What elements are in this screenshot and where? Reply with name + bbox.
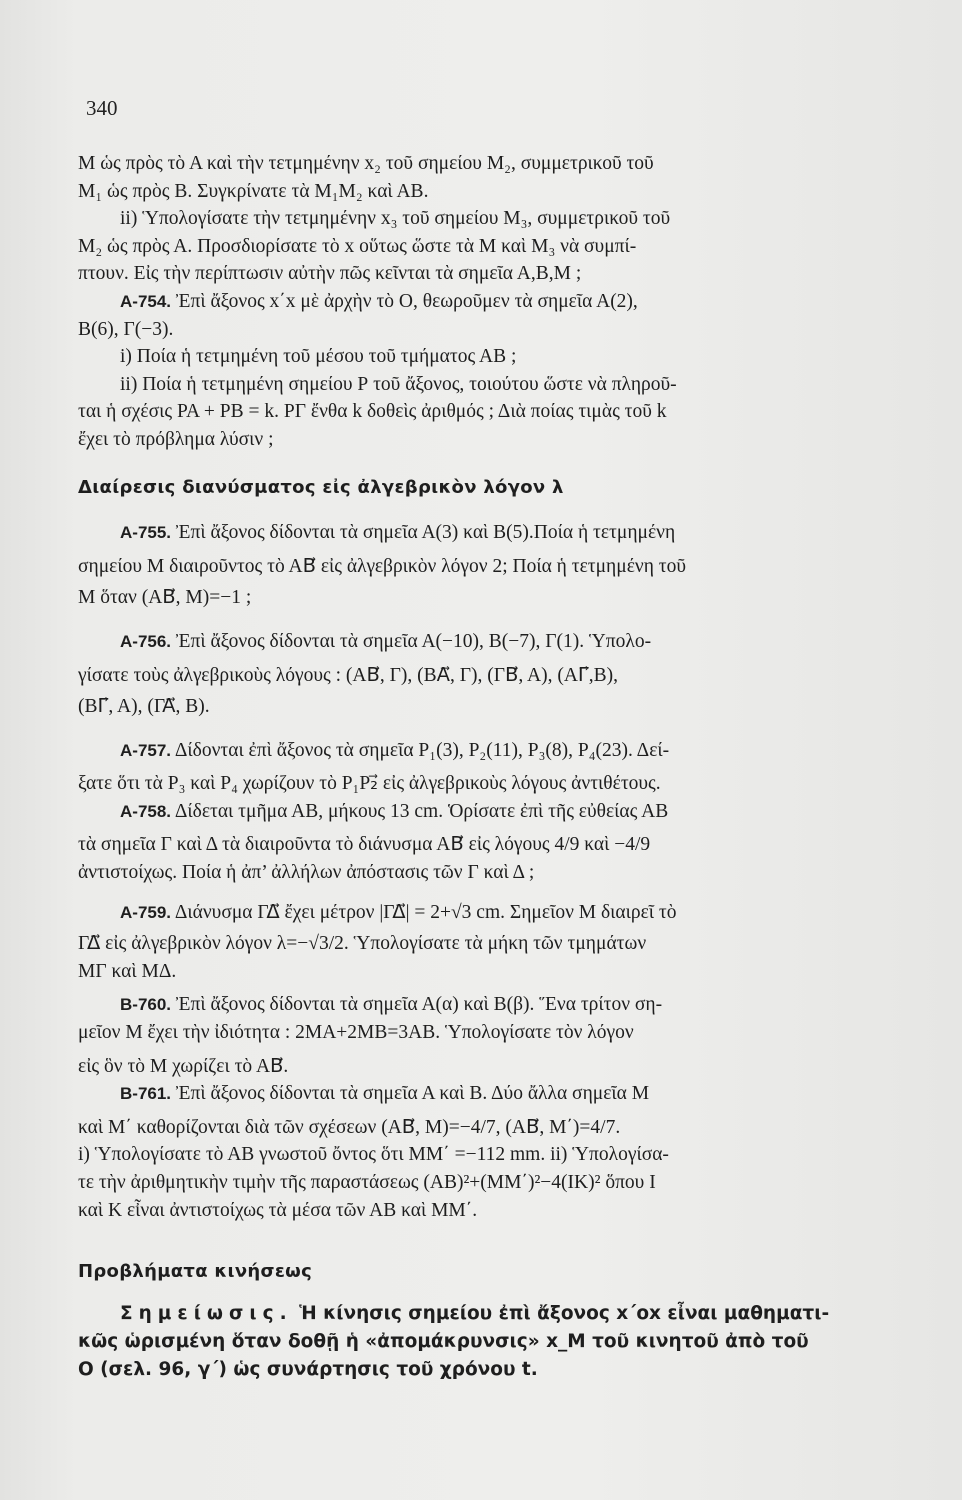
problem-755 [78,519,898,612]
text-line: ii) Ὑπολογίσατε τὴν τετμημένην x₃ τοῦ σημείου Μ₃, συμμετρικοῦ τοῦ [120,208,671,230]
text-line: Ἐπὶ ἄξονος δίδονται τὰ σημεῖα Α(α) καὶ Β(β). Ἕνα τρίτον ση- [175,994,663,1016]
text-line: σημείου Μ διαιροῦντος τὸ ΑΒ⃗ εἰς ἀλγεβρικὸν λόγον 2; Ποία ἡ τετμημένη τοῦ [78,555,687,577]
text-line: Ἐπὶ ἄξονος δίδονται τὰ σημεῖα Α καὶ Β. Δύο ἄλλα σημεῖα Μ [175,1083,650,1105]
text-line: ΜΓ καὶ ΜΔ. [78,960,177,982]
text-line: καὶ Μ΄ καθορίζονται διὰ τῶν σχέσεων (ΑΒ⃗, Μ)=−4/7, (ΑΒ⃗, Μ΄)=4/7. [78,1116,621,1138]
problem-label: Α-755. [120,523,172,543]
text-line: μεῖον Μ ἔχει τὴν ἰδιότητα : 2ΜΑ+2ΜΒ=3ΑΒ. Ὑπολογίσατε τὸν λόγον [78,1022,634,1044]
problem-label: Α-758. [120,801,172,821]
note-paragraph [78,1300,898,1384]
text-line: i) Ποία ἡ τετμημένη τοῦ μέσου τοῦ τμήματος ΑΒ ; [120,346,517,368]
text-line: ἔχει τὸ πρόβλημα λύσιν ; [78,428,274,450]
text-line: Μ₁ ὡς πρὸς Β. Συγκρίνατε τὰ Μ₁Μ₂ καὶ ΑΒ. [78,180,429,202]
text-line: ἀντιστοίχως. Ποία ἡ ἀπ’ ἀλλήλων ἀπόστασις τῶν Γ καὶ Δ ; [78,862,535,884]
text-line: Ο (σελ. 96, γ΄) ὡς συνάρτησις τοῦ χρόνου t. [78,1358,538,1380]
text-line: Μ₂ ὡς πρὸς Α. Προσδιορίσατε τὸ x οὕτως ὥστε τὰ Μ καὶ Μ₃ νὰ συμπί- [78,235,637,257]
problem-label: Β-761. [120,1084,172,1104]
problem-753-continuation [78,150,898,288]
text-line: Ἡ κίνησις σημείου ἐπὶ ἄξονος x΄οx εἶναι μαθηματι- [299,1302,830,1324]
page-body [78,150,898,1384]
text-line: τὰ σημεῖα Γ καὶ Δ τὰ διαιροῦντα τὸ διάνυσμα ΑΒ⃗ εἰς λόγους 4/9 καὶ −4/9 [78,834,651,856]
section-heading: Προβλήματα κινήσεως [78,1261,313,1283]
text-line: πτουν. Εἰς τὴν περίπτωσιν αὐτὴν πῶς κεῖνται τὰ σημεῖα Α,Β,Μ ; [78,263,582,285]
problem-label: Α-757. [120,740,172,760]
page-number: 340 [86,96,118,120]
text-line: ΓΔ⃗ εἰς ἀλγεβρικὸν λόγον λ=−√3/2. Ὑπολογίσατε τὰ μήκη τῶν τμημάτων [78,933,647,955]
problem-label: Α-754. [120,291,172,311]
text-line: καὶ Κ εἶναι ἀντιστοίχως τὰ μέσα τῶν ΑΒ καὶ ΜΜ΄. [78,1199,478,1221]
text-line: ξατε ὅτι τὰ Ρ₃ καὶ Ρ₄ χωρίζουν τὸ Ρ₁Ρ₂⃗ εἰς ἀλγεβρικοὺς λόγους ἀντιθέτους. [78,773,661,795]
text-line: ται ἡ σχέσις ΡΑ + ΡΒ = k. ΡΓ ἔνθα k δοθεὶς ἀριθμός ; Διὰ ποίας τιμὰς τοῦ k [78,401,667,423]
text-line: ii) Ποία ἡ τετμημένη σημείου Ρ τοῦ ἄξονος, τοιούτου ὥστε νὰ πληροῦ- [120,373,677,395]
text-line: γίσατε τοὺς ἀλγεβρικοὺς λόγους : (ΑΒ⃗, Γ), (ΒΑ⃗, Γ), (ΓΒ⃗, Α), (ΑΓ⃗,Β), [78,664,619,686]
problem-758 [78,798,898,887]
problem-label: Α-756. [120,631,172,651]
text-line: Δίδονται ἐπὶ ἄξονος τὰ σημεῖα Ρ₁(3), Ρ₂(11), Ρ₃(8), Ρ₄(23). Δεί- [174,739,670,761]
text-line: Ἐπὶ ἄξονος δίδονται τὰ σημεῖα Α(3) καὶ Β(5).Ποία ἡ τετμημένη [175,522,676,544]
problem-label: Β-760. [120,995,172,1015]
text-line: Μ ὡς πρὸς τὸ Α καὶ τὴν τετμημένην x₂ τοῦ σημείου Μ₂, συμμετρικοῦ τοῦ [78,153,654,174]
problem-label: Α-759. [120,902,172,922]
text-line: τε τὴν ἀριθμητικὴν τιμὴν τῆς παραστάσεως (ΑΒ)²+(ΜΜ΄)²−4(ΙΚ)² ὅπου Ι [78,1172,656,1193]
text-line: κῶς ὡρισμένη ὅταν δοθῇ ἡ «ἀπομάκρυνσις» x_Μ τοῦ κινητοῦ ἀπὸ τοῦ [78,1330,809,1352]
text-line: Δίδεται τμῆμα ΑΒ, μήκους 13 cm. Ὁρίσατε ἐπὶ τῆς εὐθείας ΑΒ [174,800,669,822]
text-line: Ἐπὶ ἄξονος δίδονται τὰ σημεῖα Α(−10), Β(−7), Γ(1). Ὑπολο- [175,630,652,652]
problem-756 [78,628,898,721]
text-line: Ἐπὶ ἄξονος x΄x μὲ ἀρχὴν τὸ Ο, θεωροῦμεν τὰ σημεῖα Α(2), [175,290,638,312]
problem-754 [78,288,898,454]
text-line: Διάνυσμα ΓΔ⃗ ἔχει μέτρον |ΓΔ⃗| = 2+√3 cm. Σημεῖον Μ διαιρεῖ τὸ [174,901,677,923]
problem-760 [78,991,898,1080]
problem-757 [78,737,898,798]
text-line: i) Ὑπολογίσατε τὸ ΑΒ γνωστοῦ ὄντος ὅτι ΜΜ΄ =−112 mm. ii) Ὑπολογίσα- [78,1144,669,1166]
problem-759 [78,899,898,986]
problem-761 [78,1080,898,1224]
section-heading: Διαίρεσις διανύσματος εἰς ἀλγεβρικὸν λόγον λ [78,476,564,498]
text-line: εἰς ὃν τὸ Μ χωρίζει τὸ ΑΒ⃗. [78,1055,289,1077]
text-line: Β(6), Γ(−3). [78,318,174,340]
note-label: Σημείωσις. [120,1302,293,1324]
text-line: Μ ὅταν (ΑΒ⃗, Μ)=−1 ; [78,587,252,609]
text-line: (ΒΓ⃗, Α), (ΓΑ⃗, Β). [78,696,210,718]
